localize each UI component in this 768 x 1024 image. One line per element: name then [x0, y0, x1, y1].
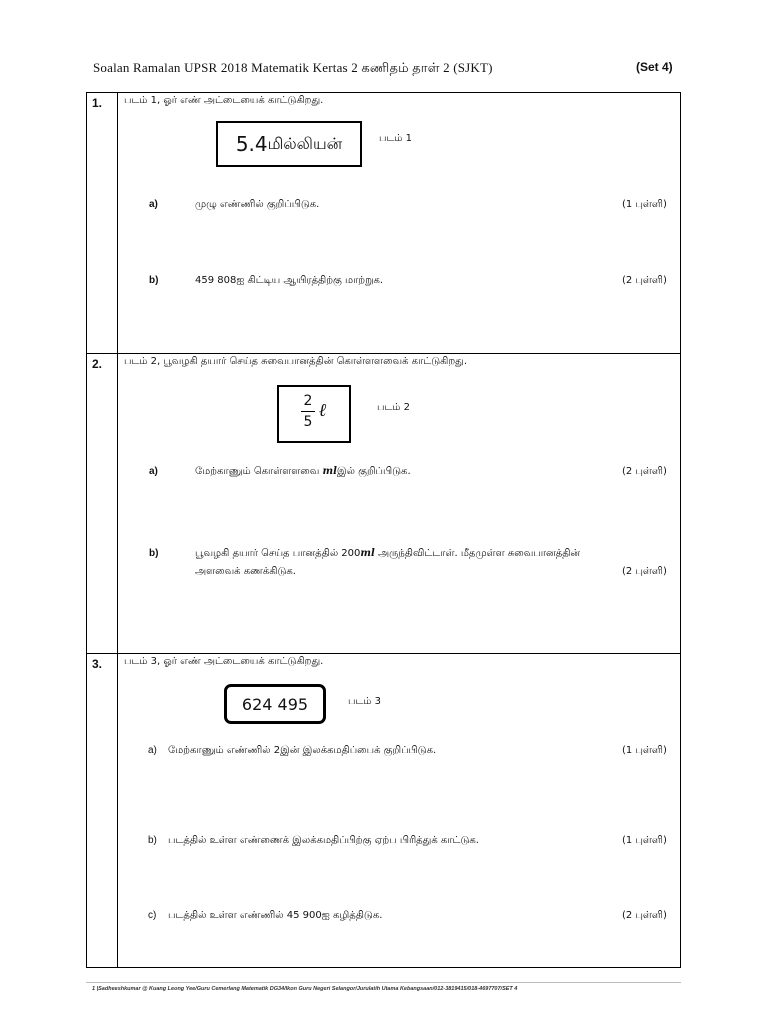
number-card [216, 121, 362, 167]
part-text-after: அருந்திவிட்டாள். மீதமுள்ள சுவைபானத்தின் [374, 548, 581, 559]
card-unit: மில்லியன் [267, 133, 343, 153]
part-label: c) [148, 910, 157, 921]
question-intro: படம் 2, பூவழகி தயார் செய்த சுவைபானத்தின் கொள்ளளவைக் காட்டுகிறது. [124, 356, 468, 367]
question-intro: படம் 1, ஓர் எண் அட்டையைக் காட்டுகிறது. [124, 95, 324, 106]
fraction-card [277, 385, 351, 443]
footer-divider [86, 982, 681, 983]
figure-label: படம் 2 [377, 402, 410, 413]
fraction [301, 393, 315, 430]
part-label: a) [149, 466, 158, 477]
part-label: a) [149, 199, 158, 210]
part-label: a) [148, 745, 157, 756]
marks: (2 புள்ளி) [622, 275, 667, 286]
figure-label: படம் 1 [379, 133, 412, 144]
part-text-line2: அளவைக் கணக்கிடுக. [195, 566, 296, 577]
part-text-before: பூவழகி தயார் செய்த பானத்தில் 200 [195, 548, 361, 559]
figure-label: படம் 3 [348, 696, 381, 707]
set-label: (Set 4) [636, 60, 673, 74]
part-text: படத்தில் உள்ள எண்ணைக் இலக்கமதிப்பிற்கு ஏற்ப பிரித்துக் காட்டுக. [168, 835, 479, 846]
part-text: முழு எண்ணில் குறிப்பிடுக. [195, 199, 320, 210]
marks: (1 புள்ளி) [622, 835, 667, 846]
question-intro: படம் 3, ஓர் எண் அட்டையைக் காட்டுகிறது. [124, 656, 324, 667]
part-label: b) [149, 275, 159, 286]
part-text: 459 808ஐ கிட்டிய ஆயிரத்திற்கு மாற்றுக. [195, 275, 384, 286]
number-card: 624 495 [224, 684, 326, 724]
marks: (2 புள்ளி) [622, 566, 667, 577]
fraction-denominator: 5 [303, 414, 313, 430]
part-text-after: இல் குறிப்பிடுக. [336, 466, 411, 477]
ml-unit: ml [322, 466, 337, 477]
litre-unit: ℓ [319, 400, 327, 421]
column-divider [117, 92, 118, 968]
ml-unit: ml [360, 548, 375, 559]
part-text [195, 466, 411, 478]
row-divider-2 [86, 653, 681, 654]
row-divider-1 [86, 353, 681, 354]
marks: (2 புள்ளி) [622, 910, 667, 921]
marks: (2 புள்ளி) [622, 466, 667, 477]
part-label: b) [149, 548, 159, 559]
marks: (1 புள்ளி) [622, 199, 667, 210]
part-text-before: மேற்காணும் கொள்ளளவை [195, 466, 323, 477]
part-text: படத்தில் உள்ள எண்ணில் 45 900ஐ கழித்திடுக. [168, 910, 383, 921]
fraction-bar [301, 411, 315, 412]
marks: (1 புள்ளி) [622, 745, 667, 756]
part-text [195, 548, 580, 560]
card-number: 5.4 [235, 132, 268, 156]
question-number: 3. [92, 657, 103, 671]
footer-text: 1 |Sadheeshkumar @ Kuang Leong Yee/Guru Cemerlang Matematik DG34/Ikon Guru Negeri Selangor/Jurulatih Utama Kebangsaan/012-3819415/018-4697707/SET 4 [92, 986, 518, 992]
question-number: 1. [92, 96, 103, 110]
document-title: Soalan Ramalan UPSR 2018 Matematik Kertas 2 கணிதம் தாள் 2 (SJKT) [93, 60, 493, 75]
question-number: 2. [92, 357, 103, 371]
part-label: b) [148, 835, 157, 846]
fraction-numerator: 2 [303, 393, 313, 409]
part-text: மேற்காணும் எண்ணில் 2இன் இலக்கமதிப்பைக் குறிப்பிடுக. [168, 745, 437, 756]
